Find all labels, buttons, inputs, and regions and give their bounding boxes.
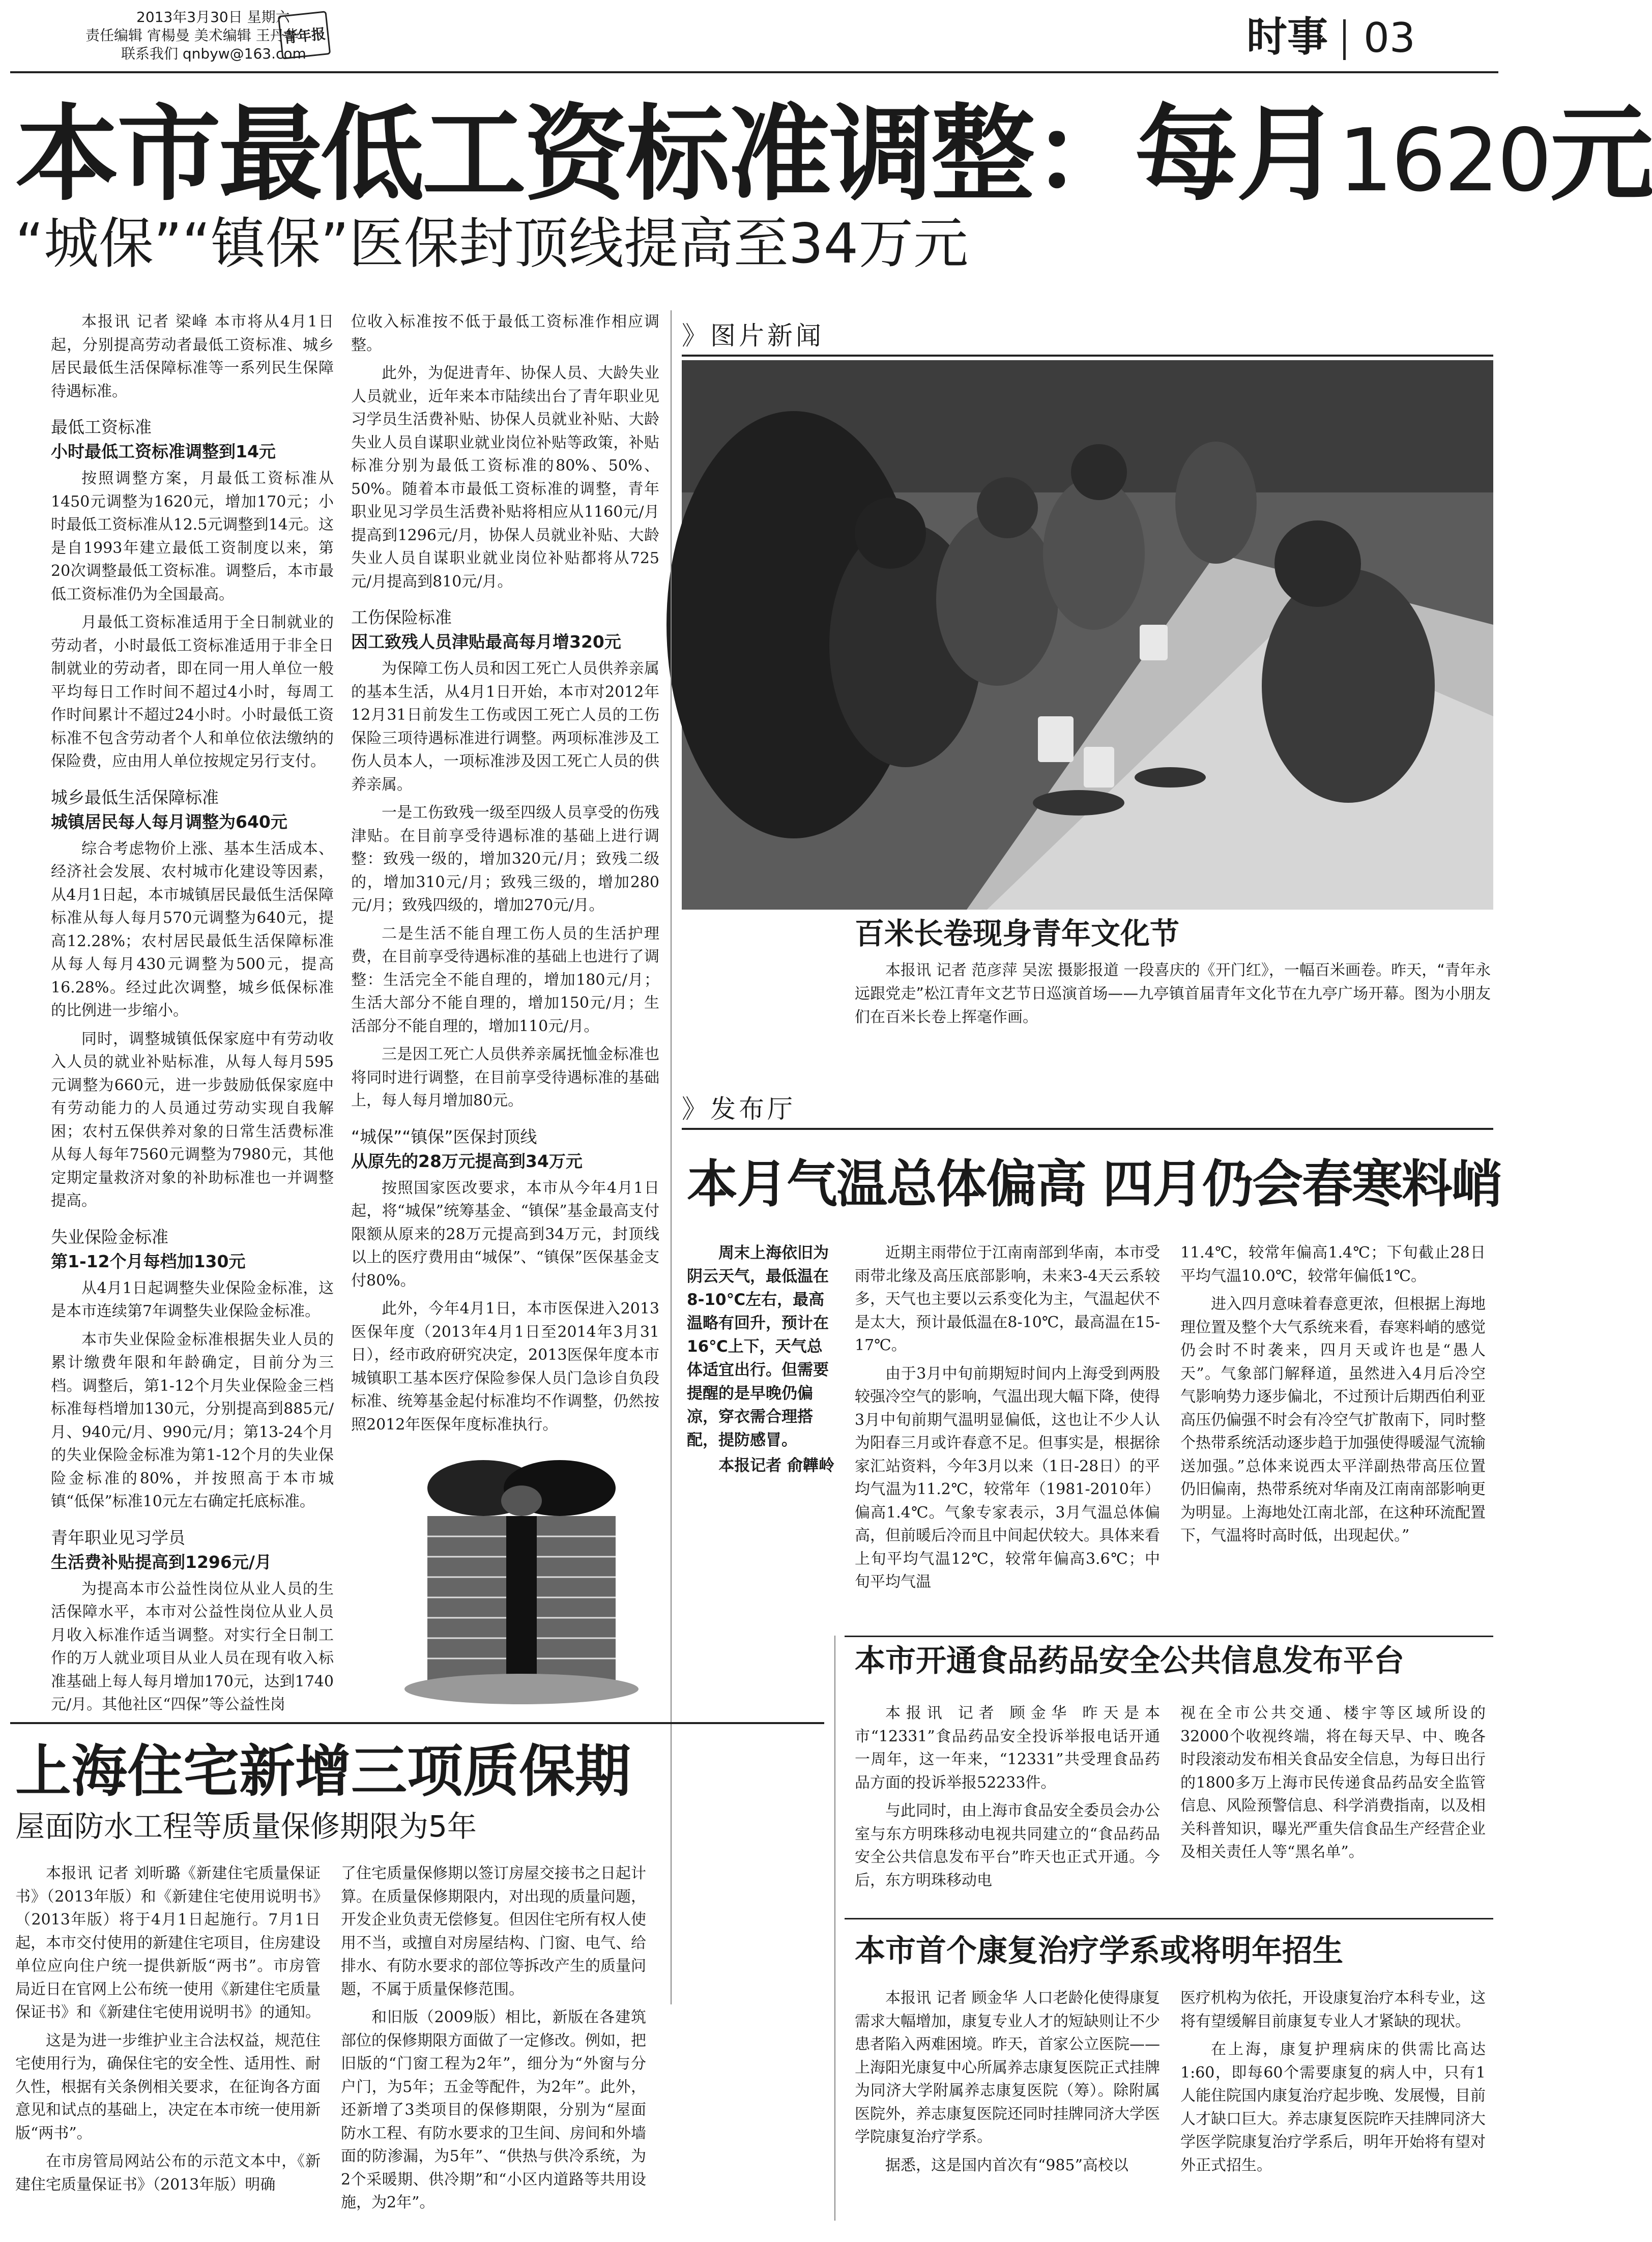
contact-line: 联系我们 qnbyw@163.com	[121, 45, 306, 62]
photo-news-rule	[682, 355, 1493, 357]
paragraph: 本报讯 记者 刘昕璐《新建住宅质量保证书》（2013年版）和《新建住宅使用说明书》（2013年版）将于4月1日起施行。7月1日起，本市交付使用的新建住宅项目，住房建设单位应向住户统一提供新版“两书”。市房管局近日在官网上公布统一使用《新建住宅质量保证书》和《新建住宅使用说明书》的通知。	[15, 1865, 321, 2021]
photo-news-label: 》图片新闻	[682, 321, 824, 351]
subtitle-injury: 因工致残人员津贴最高每月增320元	[351, 632, 621, 652]
section-title-min-wage: 最低工资标准	[51, 417, 152, 437]
photo-news-image	[682, 360, 1493, 910]
paragraph: 和旧版（2009版）相比，新版在各建筑部位的保修期限方面做了一定修改。例如，把旧版的“门窗工程为2年”，细分为“外窗与分户门，为5年；五金等配件，为2年”。此外，还新增了3类项目的保修期限，分别为“屋面防水工程、有防水要求的卫生间、房间和外墙面的防渗漏，为5年”、“供热与供冷系统，为2个采暖期、供冷期”和“小区内道路等共用设施，为2年”。	[341, 2008, 646, 2211]
weather-column-b	[1180, 1241, 1486, 1553]
housing-column-a	[15, 1862, 321, 2201]
paragraph: 月最低工资标准适用于全日制就业的劳动者，小时最低工资标准适用于非全日制就业的劳动者，即在同一用人单位一般平均每日工作时间不超过4小时，每周工作时间累计不超过24小时。小时最低工资标准不包含劳动者个人和单位依法缴纳的保险费，应由用人单位按规定另行支付。	[51, 614, 334, 770]
main-headline-amount: 1620	[1338, 110, 1550, 211]
rehab-column-a	[855, 1987, 1160, 2182]
paragraph: 按照国家医改要求，本市从今年4月1日起，将“城保”统筹基金、“镇保”基金最高支付限额从原来的28万元提高到34万元，封顶线以上的医疗费用由“城保”、“镇保”医保基金支付80%。	[351, 1179, 659, 1290]
paragraph: 11.4℃，较常年偏高1.4℃；下旬截止28日平均气温10.0℃，较常年偏低1℃。	[1180, 1244, 1486, 1285]
paragraph: 与此同时，由上海市食品安全委员会办公室与东方明珠移动电视共同建立的“食品药品安全公共信息发布平台”昨天也正式开通。今后，东方明珠移动电	[855, 1802, 1160, 1889]
section-title-youth-trainee: 青年职业见习学员	[51, 1527, 185, 1548]
paragraph: 视在全市公共交通、楼宇等区域所设的32000个收视终端，将在每天早、中、晚各时段滚动发布相关食品安全信息，为每日出行的1800多万上海市民传递食品药品安全监管信息、风险预警信息、科学消费指南，以及相关科普知识，曝光严重失信食品生产经营企业及相关责任人等“黑名单”。	[1180, 1704, 1486, 1861]
main-headline-text: 本市最低工资标准调整：每月	[15, 95, 1338, 215]
paragraph: 近期主雨带位于江南南部到华南，本市受雨带北缘及高压底部影响，未来3-4天云系较多，天气也主要以云系变化为主，气温起伏不是太大，预计最低温在8-10℃，最高温在15-17℃。	[855, 1244, 1160, 1354]
paragraph: 此外，为促进青年、协保人员、大龄失业人员就业，近年来本市陆续出台了青年职业见习学员生活费补贴、协保人员就业补贴、大龄失业人员自谋职业就业岗位补贴等政策，补贴标准分别为最低工资标准的80%、50%、50%。随着本市最低工资标准的调整，青年职业见习学员生活费补贴将相应从1160元/月提高到1296元/月，协保人员就业补贴、大龄失业人员自谋职业就业岗位补贴都将从725元/月提高到810元/月。	[351, 364, 659, 591]
page-number: 03	[1364, 14, 1415, 62]
food-safety-headline: 本市开通食品药品安全公共信息发布平台	[855, 1643, 1404, 1679]
paragraph: 此外，今年4月1日，本市医保进入2013医保年度（2013年4月1日至2014年3月31日），经市政府研究决定，2013医保年度本市城镇职工基本医疗保险参保人员门急诊自负段标准、统筹基金起付标准均不作调整，仍然按照2012年医保年度标准执行。	[351, 1300, 659, 1434]
subtitle-urban-subsistence: 城镇居民每人每月调整为640元	[51, 811, 287, 832]
date-line: 2013年3月30日 星期六	[136, 9, 290, 25]
photo-news-caption: 本报讯 记者 范彦萍 吴浤 摄影报道 一段喜庆的《开门红》，一幅百米画卷。昨天，“青年永远跟党走”松江青年文艺节日巡演首场——九亭镇首届青年文化节在九亭广场开幕。图为小朋友们在百米长卷上挥毫作画。	[855, 962, 1491, 1026]
paragraph: 医疗机构为依托，开设康复治疗本科专业，这将有望缓解目前康复专业人才紧缺的现状。	[1180, 1989, 1486, 2030]
paragraph: 从4月1日起调整失业保险金标准，这是本市连续第7年调整失业保险金标准。	[51, 1279, 334, 1320]
paragraph: 本市失业保险金标准根据失业人员的累计缴费年限和年龄确定，目前分为三档。调整后，第1-12个月失业保险金三档标准每档增加130元，分别提高到885元/月、940元/月、990元/月；第13-24个月的失业保险金标准为第1-12个月的失业保险金标准的80%，并按照高于本市城镇“低保”标准10元左右确定托底标准。	[51, 1330, 334, 1510]
weather-headline: 本月气温总体偏高 四月仍会春寒料峭	[687, 1154, 1501, 1214]
masthead-divider	[1343, 19, 1346, 60]
main-subheadline: “城保”“镇保”医保封顶线提高至34万元	[15, 212, 969, 276]
children-painting-photo	[682, 360, 1493, 910]
housing-column-b	[341, 1862, 646, 2220]
paragraph: 一是工伤致残一级至四级人员享受的伤残津贴。在目前享受待遇标准的基础上进行调整：致残一级的，增加320元/月；致残二级的，增加310元/月；致残三级的，增加280元/月；致残四级的，增加270元/月。	[351, 804, 659, 914]
paragraph: 为提高本市公益性岗位从业人员的生活保障水平，本市对公益性岗位从业人员月收入标准作适当调整。对实行全日制工作的万人就业项目从业人员在现有收入标准基础上每人每月增加170元，达到1740元/月。其他社区“四保”等公益性岗	[51, 1580, 334, 1713]
section-title-medical-cap: “城保”“镇保”医保封顶线	[351, 1126, 537, 1147]
paragraph: 按照调整方案，月最低工资标准从1450元调整为1620元，增加170元；小时最低工资标准从12.5元调整到14元。这是自1993年建立最低工资制度以来，第20次调整最低工资标准。调整后，本市最低工资标准仍为全国最高。	[51, 470, 334, 603]
paragraph: 二是生活不能自理工伤人员的生活护理费，在目前享受待遇标准的基础上也进行了调整：生活完全不能自理的，增加180元/月；生活大部分不能自理的，增加150元/月；生活部分不能自理的，增加110元/月。	[351, 924, 659, 1035]
paragraph: 这是为进一步维护业主合法权益，规范住宅使用行为，确保住宅的安全性、适用性、耐久性，根据有关条例相关要求，在征询各方面意见和试点的基础上，决定在本市统一使用新版“两书”。	[15, 2031, 321, 2142]
rehab-top-rule	[845, 1918, 1493, 1919]
housing-subheadline: 屋面防水工程等质量保修期限为5年	[15, 1809, 477, 1844]
section-title-injury: 工伤保险标准	[351, 607, 452, 627]
weather-box-byline: 本报记者 俞韡岭	[718, 1457, 834, 1475]
paragraph: 由于3月中旬前期短时间内上海受到两股较强冷空气的影响，气温出现大幅下降，使得3月中旬前期气温明显偏低，这也让不少人认为阳春三月或许春意不足。但事实是，根据徐家汇站资料，今年3月以来（1日-28日）的平均气温为11.2℃，较常年（1981-2010年）偏高1.4℃。气象专家表示，3月气温总体偏高，但前暖后冷而且中间起伏较大。具体来看上旬平均气温12℃，较常年偏高3.6℃；中旬平均气温	[855, 1364, 1160, 1591]
release-hall-label: 》发布厅	[682, 1094, 796, 1124]
subtitle-unemployment: 第1-12个月每档加130元	[51, 1251, 246, 1271]
main-headline	[15, 97, 1652, 219]
column-divider	[671, 310, 672, 2004]
editors-line: 责任编辑 宵楊曼 美术编辑 王丹华	[85, 27, 299, 44]
weather-box-text: 周末上海依旧为阴云天气，最低温在8-10℃左右，最高温略有回升，预计在16℃上下，天气总体适宜出行。但需要提醒的是早晚仍偏凉，穿衣需合理搭配，提防感冒。	[687, 1244, 829, 1449]
paragraph: 进入四月意味着春意更浓，但根据上海地理位置及整个大气系统来看，春寒料峭的感觉仍会时不时袭来，四月天或许也是“愚人天”。气象部门解释道，虽然进入4月后冷空气影响势力逐步偏北，不过预计后期西伯利亚高压仍偏强不时会有冷空气扩散南下，同时整个热带系统活动逐步趋于加强使得暖湿气流输送加强。”总体来说西太平洋副热带高压位置仍旧偏南，热带系统对华南及江南南部影响更为明显。上海地处江南北部，在这种环流配置下，气温将时高时低，出现起伏。”	[1180, 1295, 1486, 1545]
gift-money-illustration	[397, 1440, 646, 1709]
paragraph: 为保障工伤人员和因工死亡人员供养亲属的基本生活，从4月1日开始，本市对2012年12月31日前发生工伤或因工死亡人员的工伤保险三项待遇标准进行调整。两项标准涉及工伤人员本人，一项标准涉及因工死亡人员的供养亲属。	[351, 660, 659, 794]
photo-news-headline: 百米长卷现身青年文化节	[855, 916, 1180, 951]
section-name: 时事	[1247, 13, 1328, 61]
subtitle-youth-trainee: 生活费补贴提高到1296元/月	[51, 1552, 272, 1572]
paragraph: 本报讯 记者 顾金华 人口老龄化使得康复需求大幅增加，康复专业人才的短缺则让不少患者陷入两难困境。昨天，首家公立医院——上海阳光康复中心所属养志康复医院正式挂牌为同济大学附属养志康复医院（筹）。除附属医院外，养志康复医院还同时挂牌同济大学医学院康复治疗学系。	[855, 1989, 1160, 2146]
paragraph: 综合考虑物价上涨、基本生活成本、经济社会发展、农村城市化建设等因素，从4月1日起，本市城镇居民最低生活保障标准从每人每月570元调整为640元，提高12.28%；农村居民最低生活保障标准从每人每月430元调整为500元，提高16.28%。经过此次调整，城乡低保标准的比例进一步缩小。	[51, 839, 334, 1020]
paragraph: 在上海，康复护理病床的供需比高达1:60，即每60个需要康复的病人中，只有1人能住院国内康复治疗起步晚、发展慢，目前人才缺口巨大。养志康复医院昨天挂牌同济大学医学院康复治疗学系后，明年开始将有望对外正式招生。	[1180, 2041, 1486, 2174]
subtitle-medical-cap: 从原先的28万元提高到34万元	[351, 1151, 583, 1171]
housing-top-rule	[10, 1722, 824, 1724]
paragraph: 位收入标准按不低于最低工资标准作相应调整。	[351, 313, 659, 354]
gift-icon	[397, 1440, 646, 1709]
main-story-column-2	[351, 310, 659, 1441]
paragraph: 据悉，这是国内首次有“985”高校以	[885, 2156, 1128, 2174]
masthead-rule	[10, 71, 1498, 73]
paragraph: 三是因工死亡人员供养亲属抚恤金标准也将同时进行调整，在目前享受待遇标准的基础上，每人每月增加80元。	[351, 1045, 659, 1110]
section-title-subsistence: 城乡最低生活保障标准	[51, 787, 219, 807]
food-safety-column-b	[1180, 1702, 1486, 1869]
newspaper-logo	[278, 11, 331, 60]
paragraph: 本报讯 记者 顾金华 昨天是本市“12331”食品药品安全投诉举报电话开通一周年，这一年来，“12331”共受理食品药品方面的投诉举报52233件。	[855, 1704, 1160, 1792]
weather-box	[687, 1241, 834, 1477]
paragraph: 了住宅质量保修期以签订房屋交接书之日起计算。在质量保修期限内，对出现的质量问题，开发企业负责无偿修复。但因住宅所有权人使用不当，或擅自对房屋结构、门窗、电气、给排水、有防水要求的部位等拆改产生的质量问题，不属于质量保修范围。	[341, 1865, 646, 1998]
food-safety-column-a	[855, 1702, 1160, 1897]
paragraph: 在市房管局网站公布的示范文本中，《新建住宅质量保证书》（2013年版）明确	[15, 2152, 321, 2194]
weather-column-a	[855, 1241, 1160, 1599]
logo-text: 青年报	[282, 25, 327, 47]
section-title-unemployment: 失业保险金标准	[51, 1227, 168, 1247]
subtitle-hourly-wage: 小时最低工资标准调整到14元	[51, 442, 276, 461]
release-hall-rule	[682, 1128, 1493, 1130]
rehab-headline: 本市首个康复治疗学系或将明年招生	[855, 1933, 1343, 1969]
main-headline-unit: 元	[1550, 95, 1652, 215]
food-safety-top-rule	[845, 1636, 1493, 1637]
rehab-column-b	[1180, 1987, 1486, 2182]
main-story-column-1	[51, 310, 334, 1722]
column-divider-lower	[834, 1636, 835, 2221]
main-story-intro: 本报讯 记者 梁峰 本市将从4月1日起，分别提高劳动者最低工资标准、城乡居民最低生活保障标准等一系列民生保障待遇标准。	[51, 313, 334, 400]
housing-headline: 上海住宅新增三项质保期	[15, 1739, 631, 1804]
paragraph: 同时，调整城镇低保家庭中有劳动收入人员的就业补贴标准，从每人每月595元调整为660元，进一步鼓励低保家庭中有劳动能力的人员通过劳动实现自我解困；农村五保供养对象的日常生活费标准从每人每年7560元调整为7980元，其他定期定量救济对象的补助标准也一并调整提高。	[51, 1030, 334, 1210]
